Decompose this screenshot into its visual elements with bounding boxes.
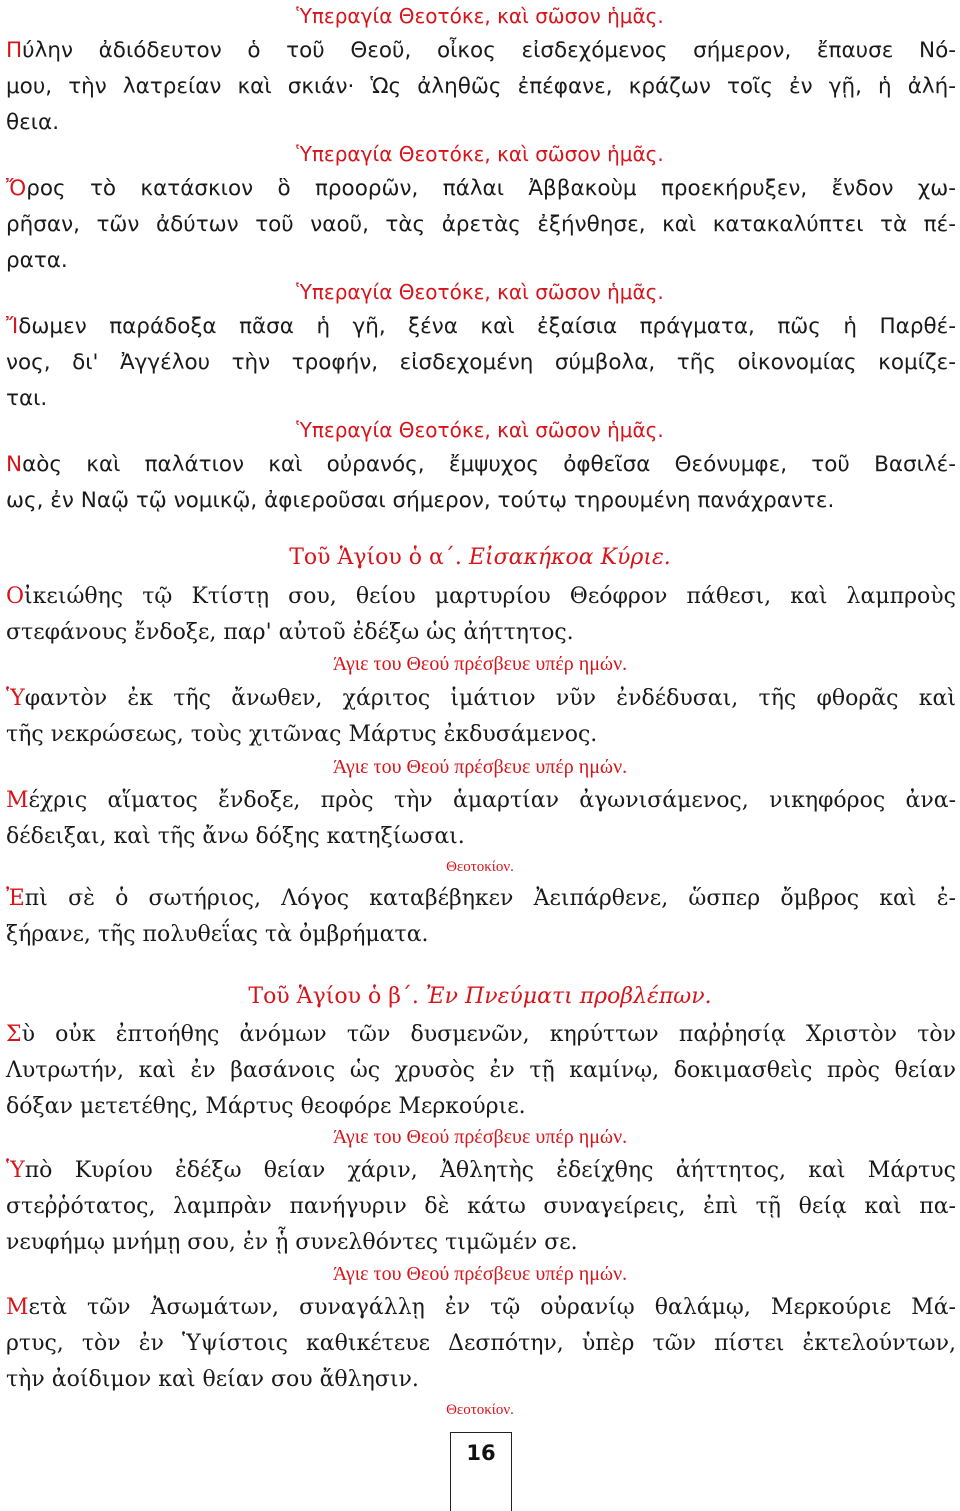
stanza-initial: Μ xyxy=(6,788,29,813)
stanza-initial: Ὑ xyxy=(6,686,25,711)
stanza-initial: Π xyxy=(6,38,23,63)
refrain-theotokion: Θεοτοκίον. xyxy=(446,859,514,875)
stanza: Πύλην ἀδιόδευτον ὁ τοῦ Θεοῦ, οἶκος εἰσδεχόμενος σήμερον, ἔπαυσε Νό- μου, τὴν λατρείαν καὶ σκιάν· Ὡς ἀληθῶς ἐπέφανε, κράζων τοῖς ἐν γῇ, ἡ ἀλή- θεια. xyxy=(6,38,956,135)
stanza-initial: Ὑ xyxy=(6,1158,25,1183)
refrain-theotoke: Ὑπεραγία Θεοτόκε, καὶ σῶσον ἡμᾶς. xyxy=(296,4,664,28)
stanza-initial: Ν xyxy=(6,452,23,477)
refrain-theotokion: Θεοτοκίον. xyxy=(446,1402,514,1418)
stanza: Οἰκειώθης τῷ Κτίστῃ σου, θείου μαρτυρίου Θεόφρον πάθεσι, καὶ λαμπροὺς στεφάνους ἔνδοξε, παρ' αὐτοῦ ἐδέξω ὡς ἀήττητος. xyxy=(6,584,956,645)
refrain-agie: Άγιε του Θεού πρέσβευε υπέρ ημών. xyxy=(332,756,628,778)
stanza: Ἴδωμεν παράδοξα πᾶσα ἡ γῆ, ξένα καὶ ἐξαίσια πράγματα, πῶς ἡ Παρθέ- νος, δι' Ἀγγέλου τὴν τροφήν, εἰσδεχομένη σύμβολα, τῆς οἰκονομίας κομίζε- ται. xyxy=(6,314,956,411)
refrain-agie: Άγιε του Θεού πρέσβευε υπέρ ημών. xyxy=(332,653,628,675)
refrain-agie: Άγιε του Θεού πρέσβευε υπέρ ημών. xyxy=(332,1126,628,1148)
stanza-initial: Ἐ xyxy=(6,886,25,911)
refrain-theotoke: Ὑπεραγία Θεοτόκε, καὶ σῶσον ἡμᾶς. xyxy=(296,280,664,304)
stanza: Ὑφαντὸν ἐκ τῆς ἄνωθεν, χάριτος ἱμάτιον νῦν ἐνδέδυσαι, τῆς φθορᾶς καὶ τῆς νεκρώσεως, τοὺς χιτῶνας Μάρτυς ἐκδυσάμενος. xyxy=(6,686,956,747)
stanza-initial: Ἴ xyxy=(6,314,19,339)
refrain-theotoke: Ὑπεραγία Θεοτόκε, καὶ σῶσον ἡμᾶς. xyxy=(296,142,664,166)
stanza: Ναὸς καὶ παλάτιον καὶ οὐρανός, ἔμψυχος ὀφθεῖσα Θεόνυμφε, τοῦ Βασιλέ- ως, ἐν Ναῷ τῷ νομικῷ, ἀφιεροῦσαι σήμερον, τούτῳ τηρουμένη πανάχραντε. xyxy=(6,452,956,513)
stanza-initial: Ο xyxy=(6,584,25,609)
ode-heading: Τοῦ Ἁγίου ὁ β΄. Ἐν Πνεύματι προβλέπων. xyxy=(248,984,712,1009)
stanza: Ὑπὸ Κυρίου ἐδέξω θείαν χάριν, Ἀθλητὴς ἐδείχθης ἀήττητος, καὶ Μάρτυς στεῤῥότατος, λαμπρὰν πανήγυριν δὲ κάτω συναγείρεις, ἐπὶ τῇ θείᾳ καὶ πα- νευφήμῳ μνήμῃ σου, ἐν ᾗ συνελθόντες τιμῶμέν σε. xyxy=(6,1158,956,1255)
stanza-initial: Ὄ xyxy=(6,176,27,201)
page-number: 16 xyxy=(450,1432,512,1473)
stanza-initial: Σ xyxy=(6,1022,22,1047)
refrain-theotoke: Ὑπεραγία Θεοτόκε, καὶ σῶσον ἡμᾶς. xyxy=(296,418,664,442)
stanza: Ὄρος τὸ κατάσκιον ὃ προορῶν, πάλαι Ἀββακοὺμ προεκήρυξεν, ἔνδον χω- ρῆσαν, τῶν ἀδύτων τοῦ ναοῦ, τὰς ἀρετὰς ἐξήνθησε, καὶ κατακαλύπτει τὰ πέ- ρατα. xyxy=(6,176,956,273)
stanza: Σὺ οὐκ ἐπτοήθης ἀνόμων τῶν δυσμενῶν, κηρύττων παῤῥησίᾳ Χριστὸν τὸν Λυτρωτήν, καὶ ἐν βασάνοις ὡς χρυσὸς ἐν τῇ καμίνῳ, δοκιμασθεὶς πρὸς θείαν δόξαν μετετέθης, Μάρτυς θεοφόρε Μερκούριε. xyxy=(6,1022,956,1119)
stanza: Ἐπὶ σὲ ὁ σωτήριος, Λόγος καταβέβηκεν Ἀειπάρθενε, ὥσπερ ὄμβρος καὶ ἐ- ξήρανε, τῆς πολυθεΐας τὰ ὀμβρήματα. xyxy=(6,886,956,947)
stanza: Μέχρις αἵματος ἔνδοξε, πρὸς τὴν ἁμαρτίαν ἀγωνισάμενος, νικηφόρος ἀνα- δέδειξαι, καὶ τῆς ἄνω δόξης κατηξίωσαι. xyxy=(6,788,956,849)
stanza: Μετὰ τῶν Ἀσωμάτων, συναγάλλῃ ἐν τῷ οὐρανίῳ θαλάμῳ, Μερκούριε Μά- ρτυς, τὸν ἐν Ὑψίστοις καθικέτευε Δεσπότην, ὑπὲρ τῶν πίστει ἐκτελούντων, τὴν ἀοίδιμον καὶ θείαν σου ἄθλησιν. xyxy=(6,1295,956,1392)
ode-heading: Τοῦ Ἁγίου ὁ α΄. Εἰσακήκοα Κύριε. xyxy=(289,545,671,570)
stanza-initial: Μ xyxy=(6,1295,29,1320)
refrain-agie: Άγιε του Θεού πρέσβευε υπέρ ημών. xyxy=(332,1263,628,1285)
